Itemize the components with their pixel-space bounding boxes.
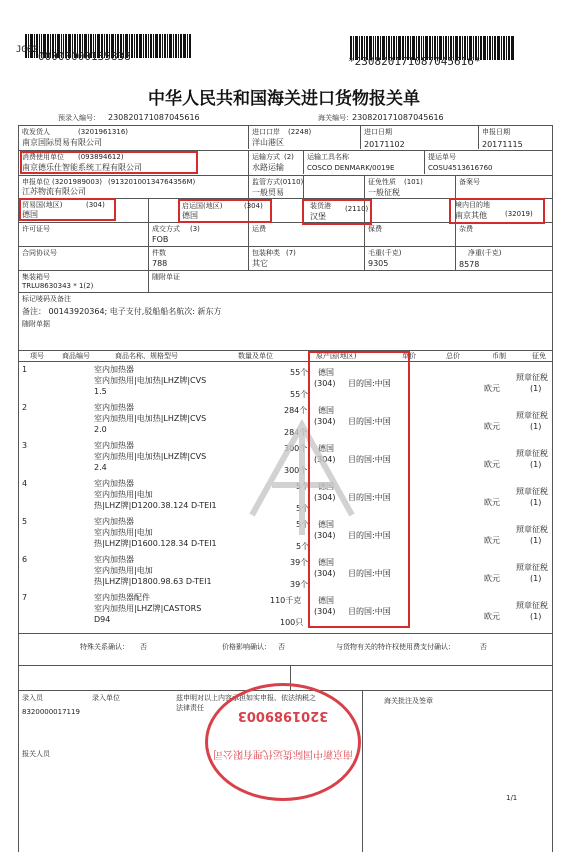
customs-note-label: 海关批注及签章 (384, 697, 433, 705)
goods-header-total: 总价 (446, 352, 460, 360)
goods-line3: D94 (94, 615, 111, 624)
goods-line2: 室内加热用|LHZ牌|CASTORS (94, 604, 202, 613)
goods-header-seq: 项号 (30, 352, 44, 360)
insurance-label: 保费 (368, 225, 382, 233)
goods-exemption: 照章征税 (516, 601, 548, 610)
goods-line1: 室内加热器 (94, 365, 134, 374)
goods-qty1: 39个 (290, 558, 309, 567)
freight-label: 运费 (252, 225, 266, 233)
goods-origin-code: (304) (314, 455, 336, 464)
declarer-label: 报关人员 (22, 750, 50, 758)
goods-qty2: 284个 (284, 428, 308, 437)
container: TRLU8630343 * 1(2) (22, 282, 94, 290)
special-value: 否 (140, 643, 147, 651)
goods-line2: 室内加热用|电加热|LHZ牌|CVS (94, 414, 207, 423)
goods-exemption: 照章征税 (516, 525, 548, 534)
goods-origin: 德国 (318, 558, 334, 567)
goods-origin: 德国 (318, 596, 334, 605)
goods-dest: 目的国:中国 (348, 531, 391, 540)
consumer-code: (093894612) (78, 153, 124, 161)
gross: 9305 (368, 259, 389, 268)
tax-nature-code: (101) (404, 178, 423, 186)
price-value: 否 (278, 643, 285, 651)
goods-row (22, 592, 552, 630)
goods-qty2: 5个 (296, 504, 310, 513)
transport-mode: 水路运输 (252, 163, 284, 172)
origin-country-code: (304) (244, 202, 263, 210)
goods-seq: 1 (22, 365, 28, 374)
goods-currency: 欧元 (484, 536, 500, 545)
goods-line2: 室内加热用|电加热|LHZ牌|CVS (94, 376, 207, 385)
declare-date: 20171115 (482, 140, 523, 149)
entry-unit-label: 录入单位 (92, 694, 120, 702)
goods-qty1: 110千克 (270, 596, 302, 605)
goods-line2: 室内加热用|电加 (94, 528, 153, 537)
goods-line1: 室内加热器配件 (94, 593, 150, 602)
destination-code: (32019) (505, 210, 533, 218)
tax-nature-label: 征免性质 (368, 178, 396, 186)
transport-mode-label: 运输方式 (252, 153, 280, 161)
goods-qty1: 5个 (296, 520, 310, 529)
goods-line1: 室内加热器 (94, 555, 134, 564)
goods-header-code: 商品编号 (62, 352, 90, 360)
import-port-label: 进口口岸 (252, 128, 280, 136)
goods-origin-code: (304) (314, 531, 336, 540)
goods-origin-code: (304) (314, 493, 336, 502)
net: 8578 (459, 260, 480, 269)
goods-line3: 1.5 (94, 387, 107, 396)
consignee-name: 南京国际贸易有限公司 (22, 138, 102, 147)
goods-currency: 欧元 (484, 460, 500, 469)
special-label: 特殊关系确认： (80, 643, 129, 651)
pre-entry-label: 预录入编号： (58, 114, 100, 122)
goods-line3: 热|LHZ牌|D1600.128.34 D-TEI1 (94, 539, 217, 548)
goods-qty1: 284个 (284, 406, 308, 415)
misc-label: 杂费 (459, 225, 473, 233)
packages: 788 (152, 259, 168, 268)
bl-label: 提运单号 (428, 153, 456, 161)
goods-dest: 目的国:中国 (348, 607, 391, 616)
declarant-code: (3201989003) (52, 178, 102, 186)
pack-type-code: (7) (286, 249, 296, 257)
deal-mode-code: (3) (190, 225, 200, 233)
goods-origin-code: (304) (314, 569, 336, 578)
goods-exemption: 照章征税 (516, 411, 548, 420)
form-title: 中华人民共和国海关进口货物报关单 (148, 89, 420, 109)
seal-text: 南京新中国际货运代理有限公司 (213, 748, 353, 759)
consumer-name: 南京德乐仕智能系统工程有限公司 (22, 163, 142, 172)
goods-line1: 室内加热器 (94, 517, 134, 526)
page-number: 1/1 (506, 794, 518, 802)
goods-seq: 6 (22, 555, 28, 564)
destination: 南京其他 (455, 211, 487, 220)
goods-qty2: 55个 (290, 390, 309, 399)
goods-exemption-code: (1) (530, 384, 542, 393)
highlight-origin-column (308, 351, 410, 628)
goods-origin-code: (304) (314, 379, 336, 388)
deal-mode-label: 成交方式 (152, 225, 180, 233)
goods-qty1: 300个 (284, 444, 308, 453)
goods-exemption-code: (1) (530, 612, 542, 621)
highlight-destination (449, 198, 545, 224)
docs-label: 随附单证 (152, 273, 180, 281)
declarant-label: 申报单位 (22, 178, 50, 186)
goods-exemption: 照章征税 (516, 449, 548, 458)
goods-header-qty: 数量及单位 (238, 352, 273, 360)
goods-dest: 目的国:中国 (348, 569, 391, 578)
goods-line1: 室内加热器 (94, 403, 134, 412)
goods-currency: 欧元 (484, 574, 500, 583)
goods-exemption: 照章征税 (516, 563, 548, 572)
goods-seq: 4 (22, 479, 28, 488)
net-label: 净重(千克) (468, 249, 502, 257)
pre-entry-no: 230820171087045616 (108, 113, 200, 122)
declarant-credit: (91320100134764356M) (108, 178, 196, 186)
goods-exemption: 照章征税 (516, 487, 548, 496)
vessel: COSCO DENMARK/0019E (307, 164, 395, 172)
import-port-code: (2248) (288, 128, 312, 136)
goods-line3: 热|LHZ牌|D1800.98.63 D-TEI1 (94, 577, 212, 586)
company-seal (205, 683, 361, 801)
customs-no: 230820171087045616 (352, 113, 444, 122)
customs-no-label: 海关编号： (318, 114, 353, 122)
goods-exemption-code: (1) (530, 460, 542, 469)
goods-currency: 欧元 (484, 612, 500, 621)
goods-currency: 欧元 (484, 498, 500, 507)
packages-label: 件数 (152, 249, 166, 257)
supervision-code: (0110) (280, 178, 304, 186)
import-date-label: 进口日期 (364, 128, 392, 136)
marks-extra: 随附单据 (22, 320, 50, 328)
goods-origin: 德国 (318, 368, 334, 377)
tax-nature: 一般征税 (368, 188, 400, 197)
goods-origin: 德国 (318, 444, 334, 453)
origin-country-label: 启运国(地区) (182, 202, 223, 210)
license-label: 许可证号 (22, 225, 50, 233)
trade-country: 德国 (22, 210, 38, 219)
goods-line1: 室内加热器 (94, 479, 134, 488)
goods-qty1: 55个 (290, 368, 309, 377)
goods-dest: 目的国:中国 (348, 379, 391, 388)
load-port: 汉堡 (310, 212, 326, 221)
goods-line3: 2.0 (94, 425, 107, 434)
goods-header-currency: 币制 (492, 352, 506, 360)
goods-origin: 德国 (318, 406, 334, 415)
goods-line2: 室内加热用|电加热|LHZ牌|CVS (94, 452, 207, 461)
goods-origin-code: (304) (314, 607, 336, 616)
pack-type-label: 包装种类 (252, 249, 280, 257)
goods-qty2: 5个 (296, 542, 310, 551)
goods-exemption-code: (1) (530, 574, 542, 583)
goods-exemption: 照章征税 (516, 373, 548, 382)
transport-mode-code: (2) (284, 153, 294, 161)
goods-header-origin: 原产国(地区) (316, 352, 357, 360)
royalty-label: 与货物有关的特许权使用费支付确认： (336, 643, 455, 651)
deal-mode: FOB (152, 235, 169, 244)
seal-number: 3201989003 (237, 708, 329, 723)
goods-line3: 热|LHZ牌|D1200.38.124 D-TEI1 (94, 501, 217, 510)
goods-currency: 欧元 (484, 422, 500, 431)
goods-seq: 2 (22, 403, 28, 412)
consignee-code: (3201961316) (78, 128, 128, 136)
goods-origin: 德国 (318, 520, 334, 529)
vessel-label: 运输工具名称 (307, 153, 349, 161)
origin-country: 德国 (182, 211, 198, 220)
goods-line2: 室内加热用|电加 (94, 490, 153, 499)
import-date: 20171102 (364, 140, 405, 149)
declarant-name: 江苏物流有限公司 (22, 187, 86, 196)
pack-type: 其它 (252, 259, 268, 268)
goods-qty2: 100只 (280, 618, 304, 627)
destination-label: 境内目的地 (455, 201, 490, 209)
goods-qty2: 300个 (284, 466, 308, 475)
goods-dest: 目的国:中国 (348, 417, 391, 426)
entry-clerk-no: 8320000017119 (22, 708, 80, 716)
goods-exemption-code: (1) (530, 422, 542, 431)
entry-clerk-label: 录入员 (22, 694, 43, 702)
declaration-text-1: 兹申明对以上内容承担如实申报、依法纳税之 (176, 694, 316, 702)
goods-header-name: 商品名称、规格型号 (115, 352, 178, 360)
royalty-value: 否 (480, 643, 487, 651)
goods-origin: 德国 (318, 482, 334, 491)
declaration-text-2: 法律责任 (176, 704, 204, 712)
remarks: 备注： 00143920364; 电子支付,驳船船名航次: 新东方 (22, 307, 222, 316)
highlight-origin-country (178, 199, 272, 223)
goods-seq: 7 (22, 593, 28, 602)
marks-label: 标记唛码及备注 (22, 295, 71, 303)
container-label: 集装箱号 (22, 273, 50, 281)
declare-date-label: 申报日期 (482, 128, 510, 136)
supervision-label: 监管方式 (252, 178, 280, 186)
goods-line1: 室内加热器 (94, 441, 134, 450)
bl-no: COSU4513616760 (428, 164, 493, 172)
highlight-consumer (20, 151, 198, 174)
gross-label: 毛重(千克) (368, 249, 402, 257)
goods-qty2: 39个 (290, 580, 309, 589)
goods-seq: 3 (22, 441, 28, 450)
import-port: 洋山港区 (252, 138, 284, 147)
goods-dest: 目的国:中国 (348, 455, 391, 464)
goods-line3: 2.4 (94, 463, 107, 472)
trade-country-code: (304) (86, 201, 105, 209)
highlight-trade-country (19, 198, 116, 221)
goods-header-unit-price: 单价 (402, 352, 416, 360)
trade-country-label: 贸易国(地区) (22, 201, 63, 209)
goods-origin-code: (304) (314, 417, 336, 426)
goods-row (22, 554, 552, 592)
right-barcode-text: *230820171087045616* (348, 55, 481, 68)
consumer-label: 消费使用单位 (22, 153, 64, 161)
goods-qty1: 5个 (296, 482, 310, 491)
goods-exemption-code: (1) (530, 498, 542, 507)
goods-line2: 室内加热用|电加 (94, 566, 153, 575)
record-label: 备案号 (459, 178, 480, 186)
load-port-label: 装货港 (310, 202, 331, 210)
load-port-code: (2110) (345, 205, 369, 213)
contract-label: 合同协议号 (22, 249, 57, 257)
goods-dest: 目的国:中国 (348, 493, 391, 502)
price-label: 价格影响确认： (222, 643, 271, 651)
goods-header-exemption: 征免 (532, 352, 546, 360)
doc-code: JG02 (16, 45, 38, 55)
left-barcode-text: 00000000135838 (38, 50, 131, 63)
goods-seq: 5 (22, 517, 28, 526)
goods-currency: 欧元 (484, 384, 500, 393)
highlight-load-port (302, 199, 372, 225)
goods-exemption-code: (1) (530, 536, 542, 545)
supervision: 一般贸易 (252, 188, 284, 197)
consignee-label: 收发货人 (22, 128, 50, 136)
